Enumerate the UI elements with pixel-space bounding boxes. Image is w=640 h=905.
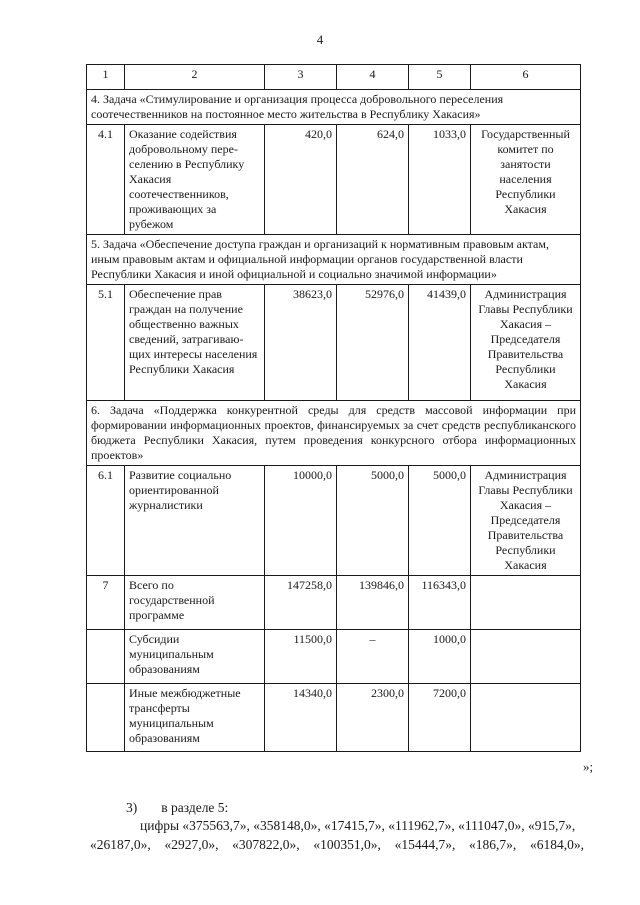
row-number: 4.1 (87, 125, 125, 235)
value-cell: 14340,0 (265, 684, 337, 752)
header-cell: 1 (87, 65, 125, 90)
figure-value: «6184,0», (529, 837, 584, 852)
table-row (87, 285, 581, 401)
measure-name: Обеспечение прав граждан на получение общественно важных сведений, затрагиваю-щих интересы населения Республики Хакасия (125, 285, 265, 401)
value-cell: 1000,0 (409, 630, 471, 684)
section-row (87, 90, 581, 125)
figure-value: «186,7», (469, 837, 517, 852)
row-number: 7 (87, 576, 125, 630)
measure-name: Всего по государственной программе (125, 576, 265, 630)
measure-name: Развитие социально ориентированной журналистики (125, 466, 265, 576)
value-cell: 624,0 (337, 125, 409, 235)
value-cell: 52976,0 (337, 285, 409, 401)
measure-name: Оказание содействия добровольному пере-селению в Республику Хакасия соотечественников, проживающих за рубежом (125, 125, 265, 235)
section-title-5: 5. Задача «Обеспечение доступа граждан и организаций к нормативным правовым актам, иным правовым актам и официальной информации органов государственной власти Республики Хакасия и иной официальной и социально значимой информации» (87, 235, 581, 285)
value-cell: 10000,0 (265, 466, 337, 576)
value-cell: 38623,0 (265, 285, 337, 401)
value-cell: – (337, 630, 409, 684)
value-cell: 420,0 (265, 125, 337, 235)
value-cell: 1033,0 (409, 125, 471, 235)
row-number (87, 684, 125, 752)
section-title-4: 4. Задача «Стимулирование и организация процесса добровольного переселения соотечественников на постоянное место жительства в Республику Хакасия» (87, 90, 581, 125)
measure-name: Иные межбюджетные трансферты муниципальным образованиям (125, 684, 265, 752)
header-cell: 4 (337, 65, 409, 90)
measure-name: Субсидии муниципальным образованиям (125, 630, 265, 684)
figure-value: «2927,0», (164, 837, 219, 852)
value-cell: 147258,0 (265, 576, 337, 630)
executor-cell (471, 576, 581, 630)
value-cell: 5000,0 (337, 466, 409, 576)
total-row (87, 576, 581, 630)
section-row (87, 235, 581, 285)
figure-value: «100351,0», (313, 837, 381, 852)
value-cell: 2300,0 (337, 684, 409, 752)
header-cell: 6 (471, 65, 581, 90)
subsidy-row (87, 630, 581, 684)
list-item-3 (126, 800, 228, 816)
item-number: 3) (126, 800, 138, 815)
executor-cell: Администрация Главы Республики Хакасия – Председателя Правительства Республики Хакасия (471, 466, 581, 576)
figures-line-continued (90, 837, 584, 853)
value-cell: 41439,0 (409, 285, 471, 401)
header-cell: 3 (265, 65, 337, 90)
table-row (87, 125, 581, 235)
transfers-row (87, 684, 581, 752)
figures-line: цифры «375563,7», «358148,0», «17415,7», «111962,7», «111047,0», «915,7», (140, 818, 576, 833)
program-table (86, 64, 581, 752)
executor-cell: Администрация Главы Республики Хакасия – Председателя Правительства Республики Хакасия (471, 285, 581, 401)
section-row (87, 401, 581, 466)
figure-value: «307822,0», (232, 837, 300, 852)
header-cell: 2 (125, 65, 265, 90)
value-cell: 116343,0 (409, 576, 471, 630)
value-cell: 11500,0 (265, 630, 337, 684)
figure-value: «26187,0», (90, 837, 151, 852)
closing-quote: »; (583, 759, 594, 774)
executor-cell (471, 630, 581, 684)
row-number: 5.1 (87, 285, 125, 401)
value-cell: 139846,0 (337, 576, 409, 630)
row-number: 6.1 (87, 466, 125, 576)
section-title-6: 6. Задача «Поддержка конкурентной среды для средств массовой информации при формировании информационных проектов, финансируемых за счет средств республиканского бюджета Республики Хакасия, путем проведения конкурсного отбора информационных проектов» (87, 401, 581, 466)
row-number (87, 630, 125, 684)
header-cell: 5 (409, 65, 471, 90)
executor-cell (471, 684, 581, 752)
figure-value: «15444,7», (394, 837, 456, 852)
header-row (87, 65, 581, 90)
item-text: в разделе 5: (161, 800, 229, 815)
executor-cell: Государственный комитет по занятости населения Республики Хакасия (471, 125, 581, 235)
value-cell: 7200,0 (409, 684, 471, 752)
table-row (87, 466, 581, 576)
page-number: 4 (316, 32, 324, 47)
value-cell: 5000,0 (409, 466, 471, 576)
